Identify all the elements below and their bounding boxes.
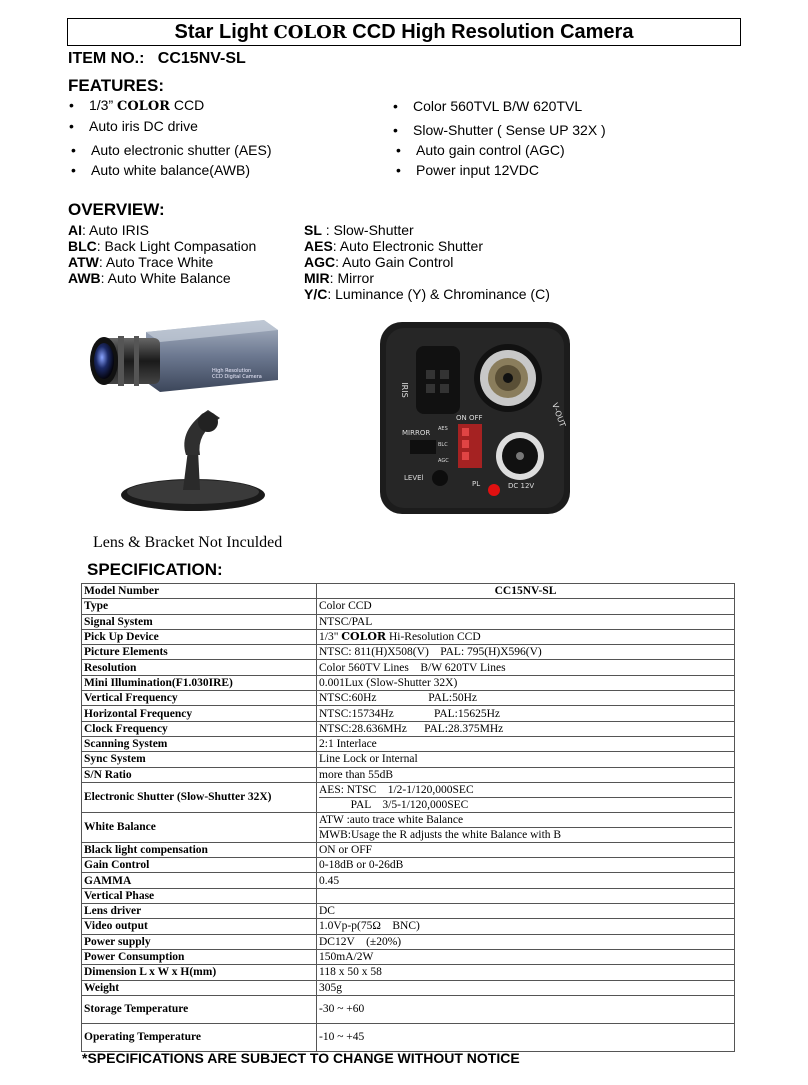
- table-row: [82, 599, 735, 614]
- table-cell-value: DC: [317, 904, 735, 919]
- iris-label: IRIS: [400, 382, 409, 398]
- overview-item: [68, 238, 256, 254]
- table-cell-value: [317, 782, 735, 812]
- feature-item: • Auto electronic shutter (AES): [91, 142, 272, 158]
- title-color-word: COLOR: [273, 22, 347, 43]
- table-cell-key: Storage Temperature: [82, 995, 317, 1023]
- table-cell-text: Hi-Resolution CCD: [386, 631, 481, 644]
- table-cell-key: S/N Ratio: [82, 767, 317, 782]
- specification-table: [81, 583, 735, 1052]
- feature-item: • Auto iris DC drive: [89, 118, 198, 134]
- table-row: [82, 842, 735, 857]
- overview-text: : Auto IRIS: [82, 222, 149, 238]
- table-row: [82, 934, 735, 949]
- table-cell-key: Dimension L x W x H(mm): [82, 965, 317, 980]
- table-cell-key: Video output: [82, 919, 317, 934]
- specification-heading: SPECIFICATION:: [87, 560, 223, 579]
- dip-switch: [458, 424, 482, 468]
- table-cell-value: Line Lock or Internal: [317, 752, 735, 767]
- overview-item: [68, 254, 213, 270]
- svg-text:High Resolution: High Resolution: [212, 368, 252, 374]
- overview-text: : Auto Trace White: [98, 254, 214, 270]
- svg-text:CCD Digital Camera: CCD Digital Camera: [212, 374, 262, 380]
- table-cell-value: CC15NV-SL: [317, 584, 735, 599]
- lens-glass: [94, 343, 114, 379]
- table-cell-value: NTSC:15734Hz PAL:15625Hz: [317, 706, 735, 721]
- table-cell-value: 0.45: [317, 873, 735, 888]
- item-number: [68, 50, 246, 68]
- table-row: [82, 873, 735, 888]
- table-cell-value: 118 x 50 x 58: [317, 965, 735, 980]
- aes-label: AES: [438, 426, 448, 432]
- overview-abbr: SL: [304, 222, 322, 238]
- overview-text: : Auto Electronic Shutter: [332, 238, 483, 254]
- table-row: [82, 995, 735, 1023]
- table-cell-value: Color 560TV Lines B/W 620TV Lines: [317, 660, 735, 675]
- overview-text: : Slow-Shutter: [321, 222, 414, 238]
- feature-item: • Power input 12VDC: [416, 162, 539, 178]
- overview-abbr: MIR: [304, 270, 330, 286]
- table-cell-color-word: COLOR: [341, 630, 387, 644]
- overview-item: [304, 286, 550, 302]
- table-row: [82, 782, 735, 812]
- feature-item: • Color 560TVL B/W 620TVL: [413, 98, 582, 114]
- table-cell-key: Picture Elements: [82, 645, 317, 660]
- table-cell-value: 0.001Lux (Slow-Shutter 32X): [317, 675, 735, 690]
- table-row: [82, 736, 735, 751]
- feature-item: • Auto white balance(AWB): [91, 162, 250, 178]
- table-cell-key: Power supply: [82, 934, 317, 949]
- item-label: ITEM NO.:: [68, 50, 145, 67]
- overview-item: [304, 238, 483, 254]
- title-part: CCD High Resolution Camera: [346, 21, 634, 43]
- overview-item: [68, 270, 231, 286]
- table-cell-value: [317, 888, 735, 903]
- table-cell-key: Horizontal Frequency: [82, 706, 317, 721]
- table-cell-key: Model Number: [82, 584, 317, 599]
- level-label: LEVEl: [404, 474, 424, 482]
- table-cell-key: Gain Control: [82, 858, 317, 873]
- table-cell-key: Clock Frequency: [82, 721, 317, 736]
- overview-text: : Auto Gain Control: [335, 254, 454, 270]
- overview-abbr: AGC: [304, 254, 336, 270]
- table-cell-key: Type: [82, 599, 317, 614]
- table-cell-text: 1/3": [319, 631, 342, 644]
- table-cell-key: Operating Temperature: [82, 1023, 317, 1051]
- table-row: [82, 949, 735, 964]
- table-cell-key: GAMMA: [82, 873, 317, 888]
- page-title: [67, 18, 741, 46]
- item-value: CC15NV-SL: [157, 50, 246, 67]
- overview-text: : Mirror: [329, 270, 374, 286]
- table-cell-key: Black light compensation: [82, 842, 317, 857]
- table-cell-key: Pick Up Device: [82, 629, 317, 644]
- table-cell-value: 150mA/2W: [317, 949, 735, 964]
- level-knob: [432, 470, 448, 486]
- table-cell-key: Vertical Frequency: [82, 691, 317, 706]
- camera-rear-panel-image: [380, 322, 570, 514]
- overview-abbr: Y/C: [304, 286, 328, 302]
- table-row: [82, 645, 735, 660]
- blc-label: BLC: [438, 442, 448, 448]
- overview-abbr: AI: [68, 222, 82, 238]
- table-row: [82, 812, 735, 842]
- overview-heading: OVERVIEW:: [68, 200, 165, 219]
- pl-label: PL: [472, 480, 481, 488]
- title-part: Star Light: [174, 21, 274, 43]
- table-cell-value: DC12V (±20%): [317, 934, 735, 949]
- overview-item: [68, 222, 149, 238]
- iris-connector: [416, 346, 460, 414]
- table-row: [82, 1023, 735, 1051]
- table-row: [82, 965, 735, 980]
- table-cell-value: -10 ~ +45: [317, 1023, 735, 1051]
- feature-text: 1/3”: [89, 97, 118, 113]
- table-cell-value: NTSC:28.636MHz PAL:28.375MHz: [317, 721, 735, 736]
- agc-label: AGC: [438, 458, 449, 464]
- table-row: [82, 675, 735, 690]
- table-cell-value: 0-18dB or 0-26dB: [317, 858, 735, 873]
- table-cell-value: 305g: [317, 980, 735, 995]
- on-off-label: ON OFF: [456, 414, 483, 422]
- table-cell-key: Weight: [82, 980, 317, 995]
- overview-item: [304, 270, 374, 286]
- table-cell-key: Scanning System: [82, 736, 317, 751]
- dc-label: DC 12V: [508, 482, 535, 490]
- mirror-switch: [410, 440, 436, 454]
- table-cell-value: 1.0Vp-p(75Ω BNC): [317, 919, 735, 934]
- table-cell-value: Color CCD: [317, 599, 735, 614]
- specifications-notice: *SPECIFICATIONS ARE SUBJECT TO CHANGE WITHOUT NOTICE: [82, 1050, 520, 1066]
- table-cell-key: Resolution: [82, 660, 317, 675]
- table-row: [82, 660, 735, 675]
- table-cell-value: NTSC: 811(H)X508(V) PAL: 795(H)X596(V): [317, 645, 735, 660]
- table-cell-key: Vertical Phase: [82, 888, 317, 903]
- overview-text: : Auto White Balance: [100, 270, 231, 286]
- overview-abbr: ATW: [68, 254, 99, 270]
- table-row: [82, 904, 735, 919]
- feature-item: [89, 97, 204, 114]
- table-cell-value: [317, 812, 735, 842]
- table-row: [82, 706, 735, 721]
- image-caption: Lens & Bracket Not Inculded: [93, 534, 283, 551]
- table-row: [82, 858, 735, 873]
- table-row: [82, 888, 735, 903]
- table-header-row: [82, 584, 735, 599]
- table-cell-key: Signal System: [82, 614, 317, 629]
- table-cell-value: -30 ~ +60: [317, 995, 735, 1023]
- table-cell-value: 2:1 Interlace: [317, 736, 735, 751]
- overview-abbr: AWB: [68, 270, 101, 286]
- mirror-label: MIRROR: [402, 429, 431, 437]
- table-cell-key: Sync System: [82, 752, 317, 767]
- overview-item: [304, 222, 414, 238]
- table-cell-line: PAL 3/5-1/120,000SEC: [319, 797, 732, 812]
- table-cell-key: Lens driver: [82, 904, 317, 919]
- feature-item: • Auto gain control (AGC): [416, 142, 565, 158]
- table-cell-key: Power Consumption: [82, 949, 317, 964]
- table-row: [82, 767, 735, 782]
- overview-abbr: BLC: [68, 238, 97, 254]
- table-cell-key: White Balance: [82, 812, 317, 842]
- table-cell-value: more than 55dB: [317, 767, 735, 782]
- vout-label: V-OUT: [550, 401, 568, 429]
- table-cell-line: MWB:Usage the R adjusts the white Balance with B: [319, 827, 732, 842]
- table-row: [82, 691, 735, 706]
- table-row: [82, 752, 735, 767]
- table-cell-value: ON or OFF: [317, 842, 735, 857]
- overview-abbr: AES: [304, 238, 333, 254]
- table-cell-key: Electronic Shutter (Slow-Shutter 32X): [82, 782, 317, 812]
- table-cell-line: ATW :auto trace white Balance: [319, 813, 464, 826]
- table-row: [82, 919, 735, 934]
- table-row: [82, 629, 735, 644]
- feature-text: CCD: [169, 97, 205, 113]
- overview-text: : Luminance (Y) & Chrominance (C): [327, 286, 550, 302]
- power-led: [488, 484, 500, 496]
- table-row: [82, 614, 735, 629]
- camera-with-lens-image: [88, 310, 298, 525]
- overview-item: [304, 254, 453, 270]
- table-row: [82, 721, 735, 736]
- table-cell-line: AES: NTSC 1/2-1/120,000SEC: [319, 783, 474, 796]
- feature-item: • Slow-Shutter ( Sense UP 32X ): [413, 122, 606, 138]
- table-cell-key: Mini Illumination(F1.030IRE): [82, 675, 317, 690]
- feature-color-word: COLOR: [117, 99, 170, 114]
- features-heading: FEATURES:: [68, 76, 165, 95]
- table-cell-value: NTSC/PAL: [317, 614, 735, 629]
- overview-text: : Back Light Compasation: [96, 238, 257, 254]
- table-row: [82, 980, 735, 995]
- table-cell-value: [317, 629, 735, 644]
- table-cell-value: NTSC:60Hz PAL:50Hz: [317, 691, 735, 706]
